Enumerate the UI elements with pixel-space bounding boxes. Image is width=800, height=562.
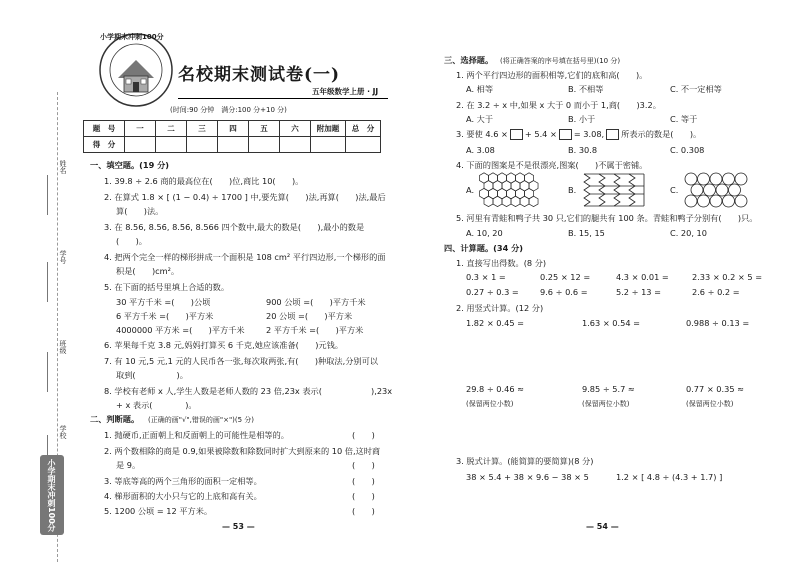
side-label-school: 学校	[59, 425, 67, 439]
calc-2-note-2: (保留两位小数)	[582, 400, 630, 408]
circle-tile	[735, 173, 747, 185]
calc-2-r1-c2: 1.63 × 0.54 =	[582, 318, 640, 328]
hexagon-tiling-icon	[478, 172, 548, 208]
q5-row2-left: 6 平方千米 =( )平方米	[116, 311, 214, 321]
score-cell[interactable]	[311, 137, 346, 153]
calc-3: 3. 脱式计算。(能简算的要简算)(8 分)	[456, 456, 594, 466]
score-header-cell: 附加题	[311, 121, 346, 137]
section1-title: 一、填空题。(19 分)	[90, 160, 170, 170]
circle-tile	[698, 173, 710, 185]
id-line	[47, 262, 48, 302]
score-header-cell: 四	[218, 121, 249, 137]
choice-3-opt-a[interactable]: A. 3.08	[466, 145, 495, 155]
chevron-tiling-icon	[582, 172, 646, 208]
score-header-cell: 六	[280, 121, 311, 137]
circle-tile	[735, 195, 747, 207]
choice-5-opt-a[interactable]: A. 10, 20	[466, 228, 503, 238]
choice-1-opt-c[interactable]: C. 不一定相等	[670, 84, 722, 94]
score-cell[interactable]	[280, 137, 311, 153]
calc-2-note-1: (保留两位小数)	[466, 400, 514, 408]
choice-3-opt-c[interactable]: C. 0.308	[670, 145, 705, 155]
choice-2-opt-c[interactable]: C. 等于	[670, 114, 698, 124]
hexagon-tile	[529, 196, 538, 206]
choice-3-post: 所表示的数是( )。	[621, 129, 702, 139]
page-number-54: — 54 —	[586, 522, 619, 531]
choice-1-opt-b[interactable]: B. 不相等	[568, 84, 604, 94]
logo-text: 小学期末冲刺100分	[100, 33, 164, 41]
score-header-cell: 一	[125, 121, 156, 137]
score-cell[interactable]	[125, 137, 156, 153]
question-3-cont: ( )。	[116, 236, 147, 246]
question-2: 2. 在算式 1.8 × [ (1 − 0.4) ÷ 1700 ] 中,要先算( )法,再算( )法,最后	[104, 192, 386, 202]
circle-tile	[710, 173, 722, 185]
calc-1-r2-c3: 5.2 ÷ 13 =	[616, 287, 661, 297]
circle-tile	[685, 173, 697, 185]
calc-2-note-3: (保留两位小数)	[686, 400, 734, 408]
choice-3	[456, 129, 701, 140]
side-label-class: 班级	[59, 340, 67, 354]
score-cell[interactable]	[249, 137, 280, 153]
score-row-label: 得 分	[84, 137, 125, 153]
name-line	[47, 175, 48, 215]
hexagon-tile	[520, 196, 529, 206]
calc-2-r2-c1: 29.8 ÷ 0.46 ≈	[466, 384, 524, 394]
calc-2-r2-c3: 0.77 × 0.35 ≈	[686, 384, 744, 394]
page-title: 名校期末测试卷(一)	[178, 65, 341, 85]
section4-title: 四、计算题。(34 分)	[444, 243, 524, 253]
score-cell[interactable]	[187, 137, 218, 153]
question-4-cont: 积是( )cm²。	[116, 266, 180, 276]
question-3: 3. 在 8.56, 8.56̇, 8.5̇6̇, 8.566 四个数中,最大的数是( ),最小的数是	[104, 222, 365, 232]
judge-3-paren[interactable]: ( )	[352, 476, 375, 486]
hexagon-tile	[511, 196, 520, 206]
judge-1: 1. 抛硬币,正面朝上和反面朝上的可能性是相等的。	[104, 430, 289, 440]
circle-pattern-icon	[684, 172, 748, 208]
judge-3: 3. 等底等高的两个三角形的面积一定相等。	[104, 476, 262, 486]
q5-row2-right: 20 公顷 =( )平方米	[266, 311, 353, 321]
judge-5-paren[interactable]: ( )	[352, 506, 375, 516]
choice-4: 4. 下面的图案是不是很漂亮,图案( )不属于密铺。	[456, 160, 648, 170]
grade-label: 五年级数学上册 · JJ	[312, 87, 379, 96]
question-1: 1. 39.8 ÷ 2.6 商的最高位在( )位,商比 10( )。	[104, 176, 304, 186]
hexagon-tile	[484, 196, 493, 206]
calc-1-r1-c2: 0.25 × 12 =	[540, 272, 591, 282]
house-logo-icon	[96, 30, 176, 110]
q5-row3-left: 4000000 平方米 =( )平方千米	[116, 325, 245, 335]
circle-tile	[710, 195, 722, 207]
section2-note: (正确的画"√",错误的画"×")(5 分)	[148, 416, 255, 424]
question-8-cont: + x 表示( )。	[116, 400, 197, 410]
choice-5-opt-b[interactable]: B. 15, 15	[568, 228, 605, 238]
title-rule	[178, 98, 388, 99]
choice-4-opt-c[interactable]: C.	[670, 185, 679, 195]
side-label-id: 学号	[59, 250, 67, 264]
circle-tile	[723, 173, 735, 185]
question-7: 7. 有 10 元,5 元,1 元的人民币各一张,每次取两张,有( )种取法,分别可以	[104, 356, 378, 366]
logo-badge	[96, 30, 176, 110]
left-page	[0, 0, 400, 560]
section3-title: 三、选择题。	[444, 55, 494, 65]
question-7-cont: 取到( )。	[116, 370, 188, 380]
question-5: 5. 在下面的括号里填上合适的数。	[104, 282, 230, 292]
section2-title: 二、判断题。	[90, 414, 140, 424]
right-page	[400, 0, 800, 560]
q5-row1-right: 900 公顷 =( )平方千米	[266, 297, 366, 307]
circle-tile	[723, 195, 735, 207]
circle-tile	[729, 184, 741, 196]
calc-3-expr-2: 1.2 × [ 4.8 ÷ (4.3 + 1.7) ]	[616, 472, 723, 482]
blank-box[interactable]	[510, 129, 523, 140]
calc-1-r1-c4: 2.33 × 0.2 × 5 =	[692, 272, 763, 282]
choice-3-mid1: + 5.4 ×	[524, 129, 557, 139]
choice-5: 5. 河里有青蛙和鸭子共 30 只,它们的腿共有 100 条。青蛙和鸭子分别有( )只。	[456, 213, 758, 223]
calc-1-r2-c2: 9.6 ÷ 0.6 =	[540, 287, 588, 297]
judge-2-cont: 是 9。	[116, 460, 141, 470]
choice-4-opt-a[interactable]: A.	[466, 185, 475, 195]
side-brand-text: 小学期末冲刺100分	[47, 459, 56, 532]
choice-3-pre: 3. 要使 4.6 ×	[456, 129, 508, 139]
judge-2: 2. 两个数相除的商是 0.9,如果被除数和除数同时扩大到原来的 10 倍,这时商	[104, 446, 381, 456]
question-4: 4. 把两个完全一样的梯形拼成一个面积是 108 cm² 平行四边形,一个梯形的面	[104, 252, 386, 262]
circle-tile	[685, 195, 697, 207]
calc-1-r2-c1: 0.27 ÷ 0.3 =	[466, 287, 519, 297]
judge-1-paren[interactable]: ( )	[352, 430, 375, 440]
judge-5: 5. 1200 公顷 = 12 平方米。	[104, 506, 213, 516]
choice-5-opt-c[interactable]: C. 20, 10	[670, 228, 707, 238]
section3-note: (将正确答案的序号填在括号里)(10 分)	[500, 57, 621, 65]
calc-1-r1-c3: 4.3 × 0.01 =	[616, 272, 669, 282]
choice-3-opt-b[interactable]: B. 30.8	[568, 145, 598, 155]
blank-box[interactable]	[606, 129, 619, 140]
circle-tile	[691, 184, 703, 196]
score-header-cell: 总 分	[346, 121, 381, 137]
calc-2-r2-c2: 9.85 ÷ 5.7 ≈	[582, 384, 635, 394]
choice-2: 2. 在 3.2 ÷ x 中,如果 x 大于 0 而小于 1,商( )3.2。	[456, 100, 661, 110]
q5-row1-left: 30 平方千米 =( )公顷	[116, 297, 211, 307]
score-header-cell: 二	[156, 121, 187, 137]
side-brand-badge	[40, 455, 64, 535]
choice-2-opt-b[interactable]: B. 小于	[568, 114, 596, 124]
class-line	[47, 352, 48, 392]
choice-2-opt-a[interactable]: A. 大于	[466, 114, 494, 124]
blank-box[interactable]	[559, 129, 572, 140]
time-info: (时间:90 分钟 满分:100 分+10 分)	[170, 106, 287, 114]
score-header-cell: 三	[187, 121, 218, 137]
calc-2-r1-c1: 1.82 × 0.45 =	[466, 318, 524, 328]
circle-tile	[698, 195, 710, 207]
score-header-cell: 题 号	[84, 121, 125, 137]
score-table-score-row	[84, 137, 381, 153]
q5-row3-right: 2 平方千米 =( )平方米	[266, 325, 364, 335]
judge-2-paren[interactable]: ( )	[352, 460, 375, 470]
calc-1: 1. 直接写出得数。(8 分)	[456, 258, 547, 268]
choice-3-mid2: = 3.08,	[573, 129, 605, 139]
score-table-header-row	[84, 121, 381, 137]
judge-4-paren[interactable]: ( )	[352, 491, 375, 501]
calc-2-r1-c3: 0.988 ÷ 0.13 =	[686, 318, 750, 328]
choice-1-opt-a[interactable]: A. 相等	[466, 84, 494, 94]
score-cell[interactable]	[156, 137, 187, 153]
choice-4-opt-b[interactable]: B.	[568, 185, 577, 195]
choice-1: 1. 两个平行四边形的面积相等,它们的底和高( )。	[456, 70, 648, 80]
side-label-name: 姓名	[59, 160, 67, 174]
score-header-cell: 五	[249, 121, 280, 137]
judge-4: 4. 梯形面积的大小只与它的上底和高有关。	[104, 491, 262, 501]
circle-tile	[716, 184, 728, 196]
score-table	[83, 120, 381, 153]
calc-2: 2. 用竖式计算。(12 分)	[456, 303, 544, 313]
score-cell[interactable]	[218, 137, 249, 153]
calc-1-r2-c4: 2.6 ÷ 0.2 =	[692, 287, 740, 297]
question-6: 6. 苹果每千克 3.8 元,妈妈打算买 6 千克,她应该准备( )元钱。	[104, 340, 343, 350]
question-2-cont: 算( )法。	[116, 206, 164, 216]
question-8: 8. 学校有老师 x 人,学生人数是老师人数的 23 倍,23x 表示( ),23x	[104, 386, 393, 396]
page-number-53: — 53 —	[222, 522, 255, 531]
calc-3-expr-1: 38 × 5.4 + 38 × 9.6 − 38 × 5	[466, 472, 589, 482]
hexagon-tile	[493, 196, 502, 206]
calc-1-r1-c1: 0.3 × 1 =	[466, 272, 506, 282]
score-cell[interactable]	[346, 137, 381, 153]
circle-tile	[704, 184, 716, 196]
hexagon-tile	[502, 196, 511, 206]
